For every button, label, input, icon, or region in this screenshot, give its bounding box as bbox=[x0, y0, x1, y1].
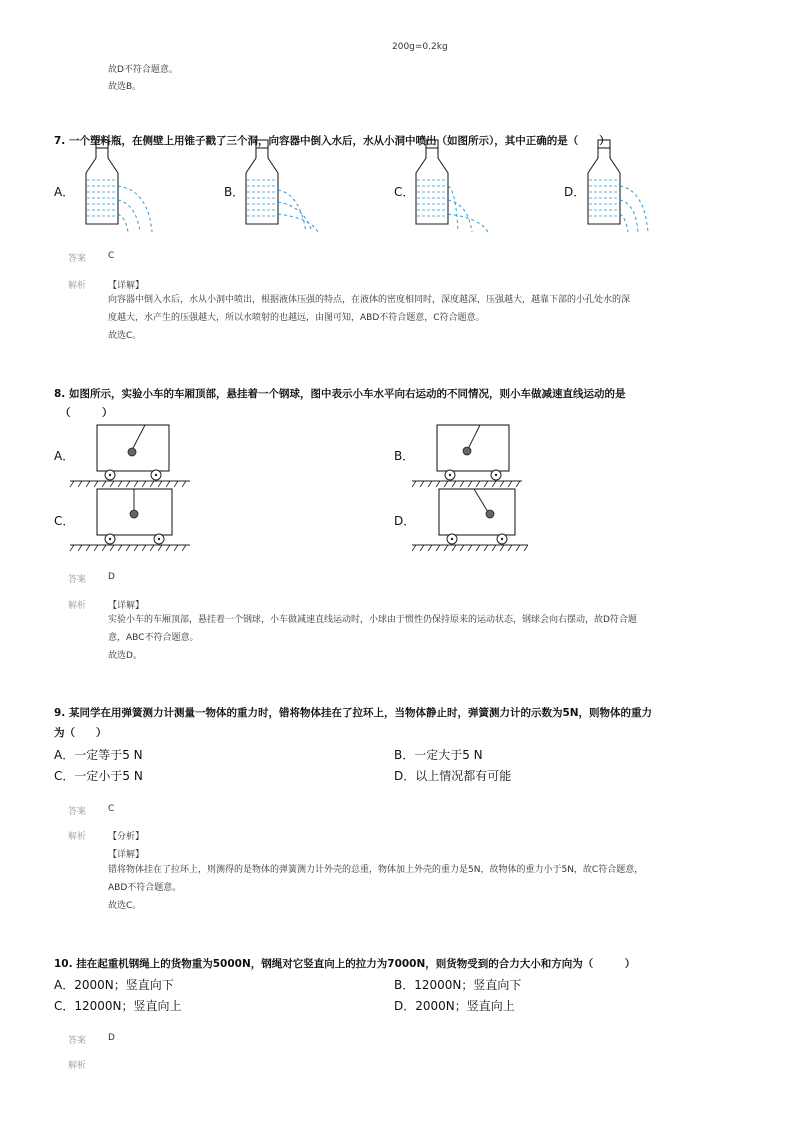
q9-analysis-label: 解析 bbox=[68, 832, 87, 842]
q9-analysis-tag: 【分析】 bbox=[108, 832, 145, 842]
q7-figure-b bbox=[230, 128, 330, 238]
q8-detail-1: 实验小车的车厢顶部，悬挂着一个钢球，小车做减速直线运动时，小球由于惯性仍保持原来的运动状态，钢球会向右摆动，故D符合题 bbox=[108, 615, 637, 625]
q7-figure-c bbox=[400, 128, 500, 238]
q8-answer-label: 答案 bbox=[68, 575, 87, 585]
q8-analysis-label: 解析 bbox=[68, 601, 87, 611]
formula-line: 200g=0.2kg bbox=[392, 42, 448, 52]
q7-detail-tag: 【详解】 bbox=[108, 281, 145, 291]
q8-stem-line1: 8. 如图所示，实验小车的车厢顶部，悬挂着一个钢球，图中表示小车水平向右运动的不同情况，则小车做减速直线运动的是 bbox=[54, 388, 626, 400]
q10-analysis-label: 解析 bbox=[68, 1061, 87, 1071]
q7-option-d[interactable]: D． bbox=[564, 185, 586, 199]
q9-answer: C bbox=[108, 804, 115, 814]
choice-line: 故选B。 bbox=[108, 82, 142, 92]
q7-option-c[interactable]: C． bbox=[394, 185, 415, 199]
q7-stem: 7. 一个塑料瓶，在侧壁上用锥子戳了三个洞，向容器中倒入水后，水从小洞中喷出（如图所示），其中正确的是（ ） bbox=[54, 135, 610, 147]
q8-answer: D bbox=[108, 572, 115, 582]
q9-detail-1: 错将物体挂在了拉环上，则测得的是物体的弹簧测力计外壳的总重，物体加上外壳的重力是5N，故物体的重力小于5N，故C符合题意， bbox=[108, 865, 644, 875]
q8-detail-3: 故选D。 bbox=[108, 651, 142, 661]
q9-answer-label: 答案 bbox=[68, 807, 87, 817]
q8-option-d[interactable]: D． bbox=[394, 514, 416, 528]
q7-analysis-label: 解析 bbox=[68, 281, 87, 291]
conclusion-line: 故D不符合题意。 bbox=[108, 65, 178, 75]
q7-figure-d bbox=[572, 128, 672, 238]
q7-answer: C bbox=[108, 251, 115, 261]
q8-figure-b bbox=[412, 420, 532, 490]
q10-option-b[interactable]: B．12000N；竖直向下 bbox=[394, 978, 522, 992]
q8-detail-tag: 【详解】 bbox=[108, 601, 145, 611]
q8-option-a[interactable]: A． bbox=[54, 449, 75, 463]
q10-option-d[interactable]: D．2000N；竖直向上 bbox=[394, 999, 515, 1013]
q8-figure-c bbox=[70, 484, 190, 554]
q9-option-c[interactable]: C．一定小于5 N bbox=[54, 769, 143, 783]
q8-figure-a bbox=[70, 420, 190, 490]
q10-answer: D bbox=[108, 1033, 115, 1043]
q9-detail-2: ABD不符合题意。 bbox=[108, 883, 182, 893]
q9-detail-tag: 【详解】 bbox=[108, 850, 145, 860]
q9-stem-line1: 9. 某同学在用弹簧测力计测量一物体的重力时，错将物体挂在了拉环上，当物体静止时，弹簧测力计的示数为5N，则物体的重力 bbox=[54, 707, 653, 719]
q7-detail-2: 度越大，水产生的压强越大，所以水喷射的也越远，由图可知，ABD不符合题意，C符合题意。 bbox=[108, 313, 485, 323]
q7-detail-1: 向容器中倒入水后，水从小洞中喷出，根据液体压强的特点，在液体的密度相同时，深度越深，压强越大，越靠下部的小孔处水的深 bbox=[108, 295, 631, 305]
q7-option-b[interactable]: B． bbox=[224, 185, 245, 199]
q10-answer-label: 答案 bbox=[68, 1036, 87, 1046]
q9-option-b[interactable]: B．一定大于5 N bbox=[394, 748, 483, 762]
q7-answer-label: 答案 bbox=[68, 254, 87, 264]
q10-stem: 10. 挂在起重机钢绳上的货物重为5000N，钢绳对它竖直向上的拉力为7000N，则货物受到的合力大小和方向为（ ） bbox=[54, 958, 636, 970]
q9-detail-3: 故选C。 bbox=[108, 901, 142, 911]
q7-detail-3: 故选C。 bbox=[108, 331, 142, 341]
q8-detail-2: 意，ABC不符合题意。 bbox=[108, 633, 199, 643]
q8-option-c[interactable]: C． bbox=[54, 514, 75, 528]
q7-option-a[interactable]: A． bbox=[54, 185, 75, 199]
q9-stem-line2: 为（ ） bbox=[54, 727, 107, 739]
q8-option-b[interactable]: B． bbox=[394, 449, 415, 463]
q7-figure-a bbox=[70, 128, 160, 238]
q10-option-c[interactable]: C．12000N；竖直向上 bbox=[54, 999, 182, 1013]
q9-option-d[interactable]: D．以上情况都有可能 bbox=[394, 769, 512, 783]
q9-option-a[interactable]: A．一定等于5 N bbox=[54, 748, 143, 762]
q10-option-a[interactable]: A．2000N；竖直向下 bbox=[54, 978, 174, 992]
q8-figure-d bbox=[412, 484, 532, 554]
q8-stem-line2: （ ） bbox=[60, 407, 113, 419]
